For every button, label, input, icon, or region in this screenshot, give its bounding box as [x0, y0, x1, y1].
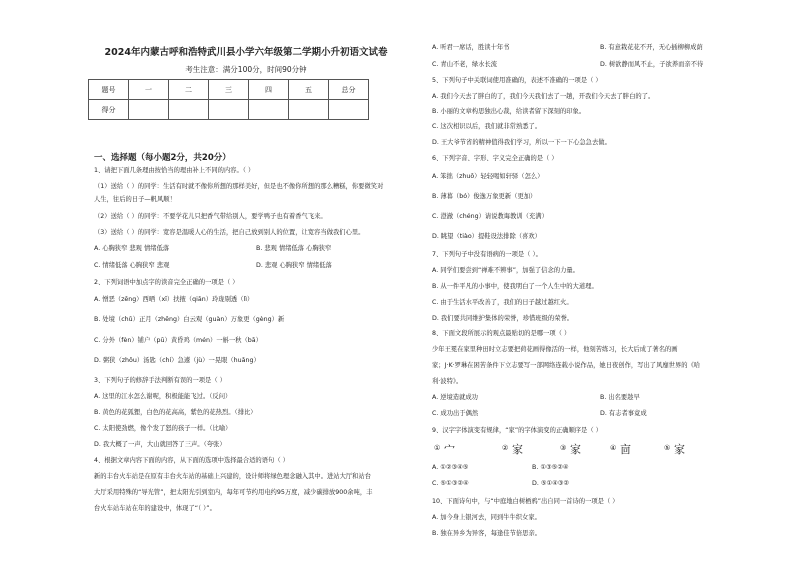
option-d: D. ⑤①④③② — [532, 480, 570, 487]
option-a: A. 憎恶（zēng）西晒（xī）扶掖（qiān）玲珑剔透（lì） — [94, 296, 254, 303]
score-cell[interactable] — [249, 100, 289, 120]
glyph-label: ⑤ — [664, 444, 671, 452]
glyph-label: ① — [434, 444, 441, 452]
score-cell[interactable] — [329, 100, 369, 120]
option-b: B. 小丽的文章构思独出心裁，给读者留下深刻的印象。 — [432, 108, 586, 115]
score-cell[interactable] — [129, 100, 169, 120]
glyph-seal-1: 宀 — [444, 443, 455, 456]
score-table — [88, 79, 369, 120]
passage-line: 少年王冕在家里种田时立志要把荷花画得像活的一样，他刻苦练习，长大后成了著名的画 — [432, 346, 678, 353]
option-b: B. 黄色的花狐狸，白色的花高高，紫色的花热烈。（排比） — [94, 409, 257, 416]
option-b: B. 处境（chǔ）正月（zhēng）白云观（guàn）万象更（gèng）新 — [94, 316, 285, 323]
option-b: B. 出名要趁早 — [600, 394, 640, 401]
option-b: B. 悲观 情绪低落 心胸狭窄 — [256, 245, 332, 252]
option-a: A. 逆境造就成功 — [432, 394, 478, 401]
score-header-cell: 一 — [129, 80, 169, 100]
score-header-row — [89, 80, 369, 100]
passage-line: 新的丰台火车站是在原有丰台火车站的基础上兴建的，设计师将绿色理念融入其中。进站大厅和站台 — [94, 473, 372, 480]
question-line: 3、下列句子的修辞手法判断有误的一项是（ ） — [94, 377, 226, 384]
score-header-cell: 四 — [249, 80, 289, 100]
option-a: A. ①②③④⑤ — [432, 464, 469, 471]
glyph-label: ② — [502, 444, 509, 452]
question-line: 人生，往后的日子—帆风顺！ — [94, 196, 176, 203]
question-line: 2、下列词语中加点字的读音完全正确的一项是（ ） — [94, 279, 239, 286]
question-line: 5、下列句子中关联词使用准确的，表述不准确的一项是（ ） — [432, 77, 602, 84]
score-value-row — [89, 100, 369, 120]
option-c: C. ⑤①③②④ — [432, 480, 469, 487]
option-c: C. 由于生活水平改善了，我们的日子越过越红火。 — [432, 299, 573, 306]
glyph-label: ③ — [560, 444, 567, 452]
option-b: B. 薄暮（bó）俊逸万象更新（更加） — [432, 193, 537, 200]
question-line: 10、下面诗句中，与“中庭地白树栖鸦”出自同一首诗的一项是（ ） — [432, 498, 619, 505]
score-cell[interactable] — [209, 100, 249, 120]
option-b: B. ①③⑤②④ — [532, 464, 569, 471]
question-line: 8、下面文段所展示的观点最贴切的是哪一项（ ） — [432, 330, 571, 337]
question-line: 6、下列字音、字形、字义完全正确的是（ ） — [432, 155, 558, 162]
score-cell[interactable] — [169, 100, 209, 120]
exam-title: 2024年内蒙古呼和浩特武川县小学六年级第二学期小升初语文试卷 — [104, 47, 388, 58]
option-d: D. 我们要共同维护集体的荣誉，珍惜班级的荣誉。 — [432, 315, 574, 322]
question-line: 1、请把下面几条理由按恰当的理由补上不同的内容。（ ） — [94, 167, 255, 174]
score-header-cell: 二 — [169, 80, 209, 100]
passage-line: 大厅采用特殊的“导光管”，把太阳光引到室内，每年可节约用电约95万度，减少碳排放900余吨，丰 — [94, 489, 373, 496]
option-a: A. 听君一席话，胜读十年书 — [432, 44, 510, 51]
question-line: 9、汉字字体演变有规律，“家”的字体演变的正确顺序是（ ） — [432, 427, 602, 434]
exam-subtitle: 考生注意：满分100分，时间90分钟 — [185, 65, 307, 74]
question-line: （3）送给（ ）的同学：宽容是温暖人心的生活，把自己放到别人的位置，让宽容当做我们心里。 — [94, 229, 365, 236]
option-a: A. 这里的江水怎么谢呢，积极能能飞过。（反问） — [94, 393, 232, 400]
glyph-seal-3: 家 — [570, 443, 581, 456]
option-d: D. 王大爷节省的精神值得我们学习，所以一下一下心急急去做。 — [432, 139, 611, 146]
option-c: C. 这次相识以后，我们就非常熟悉了。 — [432, 123, 542, 130]
option-d: D. 眺望（tiào）提鞋设法排除（喜欢） — [432, 233, 541, 240]
glyph-seal-5: 家 — [674, 443, 685, 456]
question-line: 7、下列句子中没有语病的一项是（ ）。 — [432, 251, 542, 258]
option-b: B. 从一件平凡的小事中，使我明白了一个人生中的大道理。 — [432, 283, 598, 290]
option-a: A. 加今身上银河去，同到牛牛织女家。 — [432, 514, 541, 521]
option-c: C. 成功出于偶然 — [432, 410, 479, 417]
option-c: C. 太阳使劲燃，像个发了怒的孩子一样。（比喻） — [94, 425, 232, 432]
score-header-cell: 三 — [209, 80, 249, 100]
option-b: B. 有意栽花花不开，无心插柳柳成荫 — [600, 44, 703, 51]
question-line: 4、根据文章内容下面的内容，从下面的选项中选择最合适的语句（ ） — [94, 457, 289, 464]
glyph-seal-2: 家 — [512, 443, 523, 456]
passage-line: 家；J·K·罗琳在困苦条件下立志要写一部网络连载小说作品，她日夜创作，写出了风靡世界的《哈 — [432, 362, 701, 369]
passage-line: 利·波特》。 — [432, 378, 463, 385]
passage-line: 台火车站车站在年的建设中，体现了“（ ）”。 — [94, 505, 216, 512]
option-d: D. 悲观 心胸狭窄 情绪低落 — [256, 262, 332, 269]
option-c: C. 澄澈（chéng）请说教诲教训（充满） — [432, 213, 548, 220]
glyph-row — [432, 440, 732, 458]
glyph-seal-4: 㐭 — [620, 443, 631, 456]
option-a: A. 心胸狭窄 悲观 情绪低落 — [94, 245, 170, 252]
score-row-label: 得分 — [89, 100, 129, 120]
question-line: （1）送给（ ）的同学：生活有时就不像你所想的那样美好，但是也不像你所想的那么糟糕，你要微笑对 — [94, 183, 384, 190]
option-a: A. 笨拙（zhuō）轻轻喝如轩驿（怎么） — [432, 173, 544, 180]
option-c: C. 分外（fèn）铺户（pū）黄昏鸡（mén）一斛一秋（bā） — [94, 337, 262, 344]
score-cell[interactable] — [289, 100, 329, 120]
option-c: C. 青山不老，绿水长流 — [432, 61, 498, 68]
score-header-cell: 五 — [289, 80, 329, 100]
score-header-cell: 题号 — [89, 80, 129, 100]
section-heading: 一、选择题（每小题2分，共20分） — [94, 153, 231, 163]
option-d: D. 我大概了一声，大山就回答了三声。（夸张） — [94, 441, 226, 448]
option-d: D. 有志者事竟成 — [600, 410, 647, 417]
option-a: A. 同学们要尝到“禅难不辨事”，加强了信念的力量。 — [432, 267, 579, 274]
glyph-label: ④ — [610, 444, 617, 452]
option-c: C. 情绪低落 心胸狭窄 悲观 — [94, 262, 170, 269]
score-header-cell: 总分 — [329, 80, 369, 100]
option-b: B. 独在异乡为异客，每逢佳节倍思亲。 — [432, 530, 542, 537]
option-a: A. 我们今天去了胖白的了，我们今天我们去了一趟，开我们今天去了胖白的了。 — [432, 93, 655, 100]
question-line: （2）送给（ ）的同学：不要学花儿只把香气带给别人，要学鸭子也有着香气飞来。 — [94, 213, 327, 220]
option-d: D. 树欲静而风不止，子欲养而亲不待 — [600, 61, 704, 68]
option-d: D. 粥狭（zhōu）汤匙（chí）急遽（jù）一晃眼（huǎng） — [94, 357, 260, 364]
